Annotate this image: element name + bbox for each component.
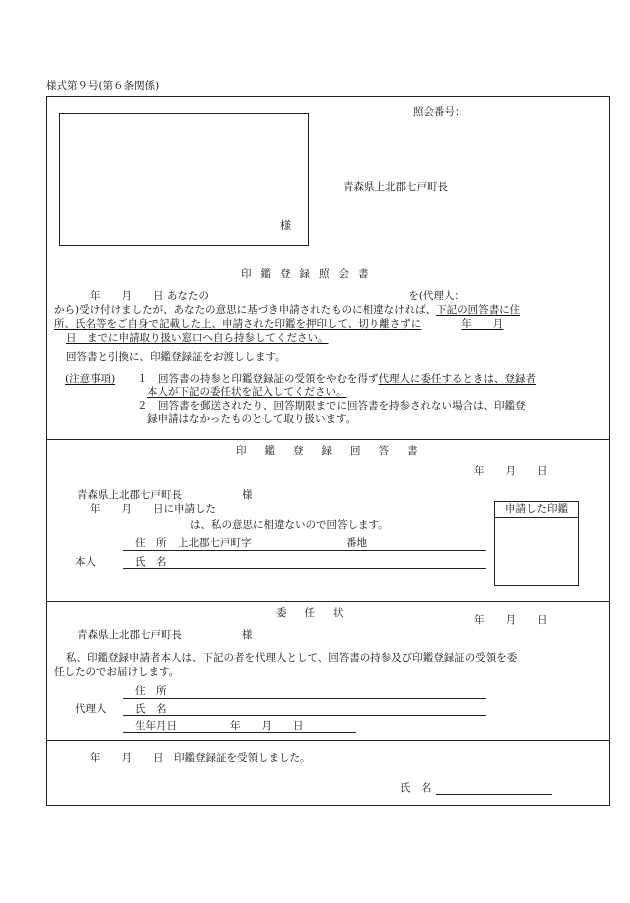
inquiry-body-line3-a: 所、氏名等をご自身で記載した上、申請された印鑑を押印して、切り離さずに [54, 318, 422, 330]
note2-line1: ２ 回答書を郵送されたり、回答期限までに回答書を持参されない場合は、印鑑登 [137, 400, 526, 412]
form-label: 様式第９号(第６条関係) [46, 80, 160, 92]
proxy-dob-line[interactable] [123, 732, 356, 733]
receipt-name-line[interactable] [436, 794, 552, 795]
reply-address-value: 上北郡七戸町字 [178, 537, 252, 549]
inquiry-body-line3-b: 年 月 [461, 318, 504, 330]
proxy-body-line2: 任したのでお届けします。 [54, 666, 180, 678]
note1-line1 [137, 374, 536, 385]
seal-box[interactable] [494, 501, 579, 586]
proxy-agent-label: 代理人 [75, 703, 107, 715]
proxy-dob-fields: 年 月 日 [230, 720, 304, 732]
proxy-addressee: 青森県上北郡七戸町長 [77, 629, 182, 641]
proxy-dob-label: 生年月日 [135, 720, 177, 732]
reply-applied-line: 年 月 日に申請した [90, 503, 216, 515]
reply-person-label: 本人 [75, 556, 96, 568]
receipt-line: 年 月 日 印鑑登録証を受領しました。 [90, 752, 311, 764]
inquiry-body-line2-b: 下記の回答書に住 [436, 304, 521, 316]
reply-title: 印鑑登録回答書 [236, 445, 436, 457]
reply-address-label: 住 所 [135, 537, 167, 549]
inquiry-body-line2 [54, 305, 520, 316]
reply-confirm-line: は、私の意思に相違ないので回答します。 [190, 519, 389, 531]
reply-banchi: 番地 [346, 537, 367, 549]
note1-line1-a: １ 回答書の持参と印鑑登録証の受領をやむを得ず [137, 373, 379, 385]
reply-date[interactable]: 年 月 日 [474, 465, 548, 477]
note2-line2: 録申請はなかったものとして取り扱います。 [147, 413, 357, 425]
proxy-date[interactable]: 年 月 日 [474, 614, 548, 626]
inquiry-title: 印鑑登録照会書 [241, 268, 378, 280]
addressee-suffix: 様 [280, 219, 291, 232]
proxy-name-line[interactable] [123, 715, 486, 716]
proxy-body-line1: 私、印鑑登録申請者本人は、下記の者を代理人として、回答書の持参及び印鑑登録証の受領を委 [66, 652, 518, 664]
proxy-address-line[interactable] [123, 698, 486, 699]
reply-name-line[interactable] [123, 568, 486, 569]
inquiry-body-line4: 日 までに申請取り扱い窓口へ自ら持参してください。 [66, 332, 329, 344]
seal-box-label: 申請した印鑑 [495, 502, 578, 518]
note1-line2: 本人が下記の委任状を記入してください。 [147, 386, 347, 398]
exchange-note: 回答書と引換に、印鑑登録証をお渡しします。 [66, 351, 286, 363]
proxy-name-label: 氏 名 [135, 703, 167, 715]
proxy-title: 委任状 [276, 607, 362, 619]
receipt-name-label: 氏 名 [400, 782, 432, 794]
inquiry-ref-label: 照会番号： [413, 106, 466, 118]
notes-label: (注意事項) [65, 373, 116, 385]
proxy-honorific: 様 [242, 629, 253, 641]
note1-line1-b: 代理人に委任するときは、登録者 [378, 373, 536, 385]
reply-addressee: 青森県上北郡七戸町長 [77, 489, 182, 501]
inquiry-body-line1: 年 月 日 あなたの を(代理人： [90, 290, 465, 302]
reply-honorific: 様 [242, 489, 253, 501]
inquiry-body-line2-a: から)受け付けましたが、あなたの意思に基づき申請されたものに相違なければ、 [54, 304, 437, 316]
proxy-address-label: 住 所 [135, 685, 167, 697]
reply-name-label: 氏 名 [135, 556, 167, 568]
inquiry-body-line3 [54, 319, 503, 330]
addressee-box[interactable] [59, 113, 309, 246]
divider-reply-proxy [46, 601, 610, 602]
reply-address-line[interactable] [123, 550, 486, 551]
divider-inquiry-reply [46, 439, 610, 440]
issuer-name: 青森県上北郡七戸町長 [343, 181, 448, 193]
divider-proxy-receipt [46, 740, 610, 741]
